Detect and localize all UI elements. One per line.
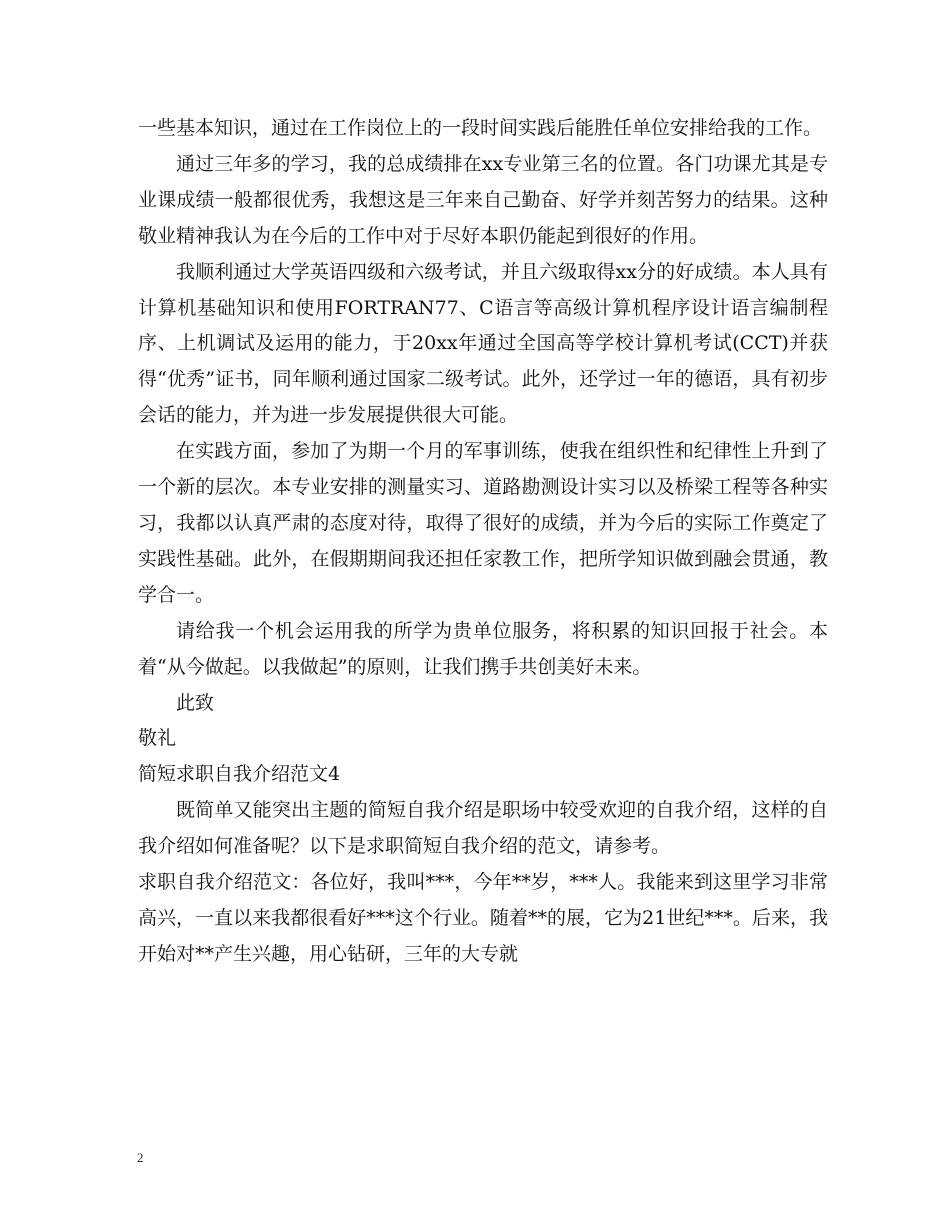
section-title: 简短求职自我介绍范文4 [138,763,341,786]
paragraph-5: 请给我一个机会运用我的所学为贵单位服务，将积累的知识回报于社会。本着“从今做起。以我做起”的原则，让我们携手共创美好未来。 [138,619,828,678]
paragraph-1: 一些基本知识，通过在工作岗位上的一段时间实践后能胜任单位安排给我的工作。 [138,117,823,139]
paragraph-3: 我顺利通过大学英语四级和六级考试，并且六级取得xx分的好成绩。本人具有计算机基础知识和使用FORTRAN77、C语言等高级计算机程序设计语言编制程序、上机调试及运用的能力，于20xx年通过全国高等学校计算机考试(CCT)并获得“优秀”证书，同年顺利通过国家二级考试。此外，还学过一年的德语，具有初步会话的能力，并为进一步发展提供很大可能。 [138,260,828,427]
paragraph-6: 既简单又能突出主题的简短自我介绍是职场中较受欢迎的自我介绍，这样的自我介绍如何准备呢？以下是求职简短自我介绍的范文，请参考。 [138,799,828,858]
salutation-line: 敬礼 [138,727,177,750]
page-number: 2 [137,1150,144,1165]
document-body [138,111,828,973]
paragraph-4: 在实践方面，参加了为期一个月的军事训练，使我在组织性和纪律性上升到了一个新的层次。本专业安排的测量实习、道路勘测设计实习以及桥梁工程等各种实习，我都以认真严肃的态度对待，取得了很好的成绩，并为今后的实际工作奠定了实践性基础。此外，在假期期间我还担任家教工作，把所学知识做到融会贯通，教学合一。 [138,440,828,606]
paragraph-2: 通过三年多的学习，我的总成绩排在xx专业第三名的位置。各门功课尤其是专业课成绩一般都很优秀，我想这是三年来自己勤奋、好学并刻苦努力的结果。这种敬业精神我认为在今后的工作中对于尽好本职仍能起到很好的作用。 [138,152,828,247]
paragraph-7: 求职自我介绍范文：各位好，我叫***，今年**岁，***人。我能来到这里学习非常高兴，一直以来我都很看好***这个行业。随着**的展，它为21世纪***。后来，我开始对**产生兴趣，用心钻研，三年的大专就 [138,871,828,965]
closing-line: 此致 [176,691,215,714]
